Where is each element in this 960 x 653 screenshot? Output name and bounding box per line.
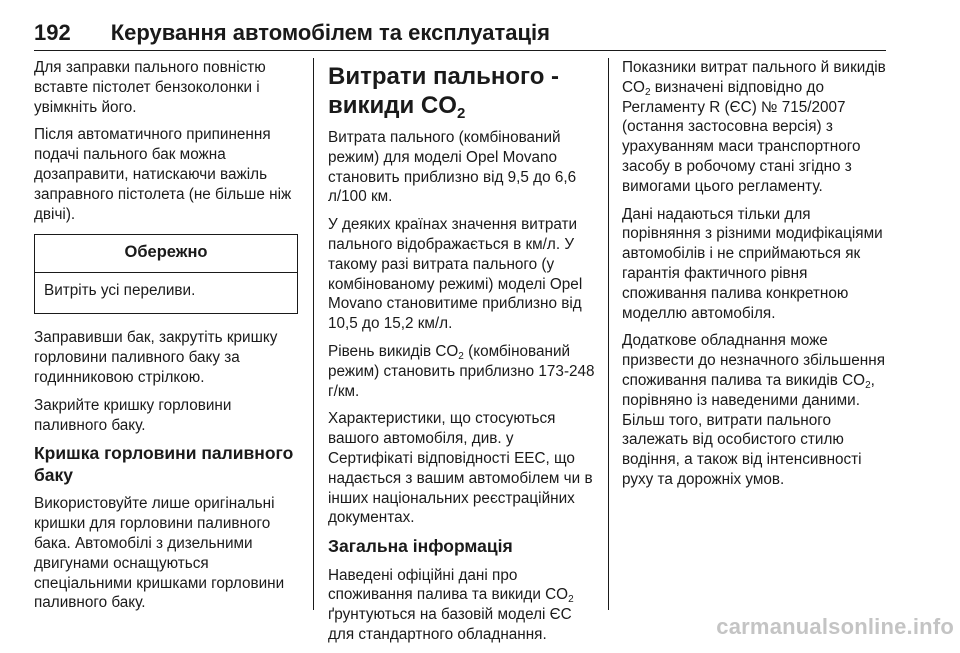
text-part: , порівняно із наведеними даними. Більш того, витрати пального залежать від особистого стилю водіння, а також від інтенсивності руху та дорожніх умов. [622, 371, 875, 488]
heading-fuel-consumption [328, 62, 600, 120]
column-divider-right [608, 58, 609, 610]
heading-fuel-consumption-text: Витрати пального - викиди CO [328, 63, 560, 119]
subscript-2: 2 [458, 350, 464, 362]
paragraph-co2-level [328, 342, 600, 401]
heading-general-info: Загальна інформація [328, 536, 513, 557]
subscript-2: 2 [865, 379, 871, 391]
column-left [34, 58, 298, 621]
paragraph-close-cap: Заправивши бак, закрутіть кришку горловини паливного баку за годинниковою стрілкою. [34, 329, 278, 386]
column-middle [328, 58, 600, 653]
paragraph-certificate: Характеристики, що стосуються вашого автомобіля, див. у Сертифікаті відповідності ЕЕС, що надається з вашим автомобілем чи в інших національних реєстраційних документах. [328, 410, 593, 527]
caution-text: Витріть усі переливи. [44, 282, 196, 300]
watermark: carmanualsonline.info [716, 614, 954, 639]
text-part: Показники витрат пального й викидів CO [622, 59, 886, 96]
column-divider-left [313, 58, 314, 610]
paragraph-consumption-kml: У деяких країнах значення витрати пального відображається в км/л. У такому разі витрата пального (у комбінованому режимі) моделі Opel Movano становитиме приблизно від 10,5 до 15,2 км/л. [328, 216, 583, 333]
paragraph-close-flap: Закрийте кришку горловини паливного баку. [34, 396, 232, 434]
text-part: Додаткове обладнання може призвести до незначного збільшення споживання палива та викидів CO [622, 332, 885, 389]
subscript-2: 2 [644, 86, 651, 98]
text-part: (комбінований режим) становить приблизно 173-248 г/км. [328, 342, 595, 400]
paragraph-consumption-l100km: Витрата пального (комбінований режим) для моделі Opel Movano становить приблизно від 9,5 до 6,6 л/100 км. [328, 129, 577, 206]
caution-box [34, 234, 298, 314]
column-right [622, 58, 890, 498]
chapter-title: Керування автомобілем та експлуатація [110, 20, 550, 45]
subscript-2: 2 [568, 594, 574, 606]
paragraph-original-caps: Використовуйте лише оригінальні кришки для горловини паливного бака. Автомобілі з дизельними двигунами оснащуються спеціальними кришками горловини паливного баку. [34, 495, 285, 612]
paragraph-fill-full: Для заправки пального повністю вставте пістолет бензоколонки і увімкніть його. [34, 59, 266, 116]
text-part: Наведені офіційні дані про споживання палива та викиди CO [328, 566, 569, 604]
text-part: визначені відповідно до Регламенту R (ЄС) № 715/2007 (остання застосовна версія) з урахуванням маси транспортного засобу в робочому стані згідно з вимогами цього регламенту. [622, 78, 861, 195]
paragraph-extra-equipment [622, 331, 890, 489]
paragraph-official-data [328, 566, 600, 645]
paragraph-regulation [622, 58, 890, 197]
text-part: Рівень викидів CO [328, 342, 459, 360]
page-number: 192 [34, 20, 71, 45]
heading-fuel-cap: Кришка горловини паливного баку [34, 443, 294, 485]
caution-title: Обережно [35, 235, 297, 273]
paragraph-comparison: Дані надаються тільки для порівняння з різними модифікаціями автомобілів і не сприймаються як гарантія фактичного рівня споживання палива конкретною моделлю автомобіля. [622, 205, 883, 322]
page-header [34, 16, 886, 51]
text-part: ґрунтуються на базовій моделі ЄС для стандартного обладнання. [328, 606, 572, 644]
paragraph-top-up: Після автоматичного припинення подачі пального бак можна дозаправити, натискаючи важіль заправного пістолета (не більше ніж двічі). [34, 126, 292, 223]
subscript-2: 2 [456, 105, 466, 122]
